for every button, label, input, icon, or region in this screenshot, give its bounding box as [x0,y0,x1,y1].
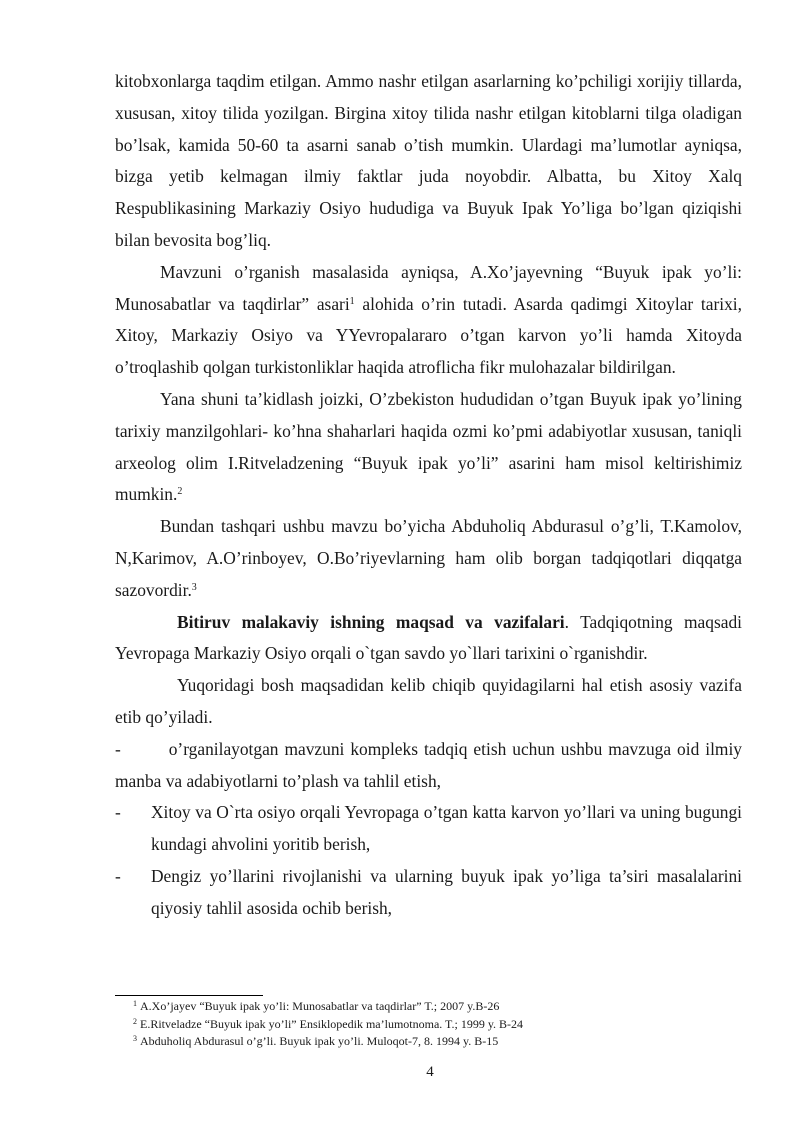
footnote-text: E.Ritveladze “Buyuk ipak yo’li” Ensiklopedik ma’lumotnoma. T.; 1999 y. B-24 [140,1016,524,1031]
section-heading-bold: Bitiruv malakaviy ishning maqsad va vazifalari [177,611,565,632]
footnote-ref-3: 3 [191,581,197,593]
footnote-number: 2 [133,1016,137,1026]
paragraph-5 [115,607,742,671]
footnote-separator [115,995,263,996]
paragraph-2-text-b: alohida o’rin tutadi. Asarda qadimgi Xitoylar tarixi, Xitoy, Markaziy Osiyo va YYevropalararo o’tgan karvon yo’li hamda Xitoyda o’troqlashib qolgan turkistonliklar haqida atroflicha fikr mulohazalar bildirilgan. [115,293,742,378]
paragraph-3-text: Yana shuni ta’kidlash joizki, O’zbekiston hududidan o’tgan Buyuk ipak yo’lining tarixiy manzilgohlari- ko’hna shaharlari haqida ozmi ko’pmi adabiyotlar xususan, taniqli arxeolog olim I.Ritveladzening “Buyuk ipak yo’li” asarini ham misol keltirishimiz mumkin. [115,388,742,505]
paragraph-6: Yuqoridagi bosh maqsadidan kelib chiqib quyidagilarni hal etish asosiy vazifa etib qo’yiladi. [115,675,742,727]
footnote-number: 1 [133,999,137,1008]
paragraph-4 [115,511,742,606]
document-body [115,66,747,925]
list-dash: - [115,802,121,823]
footnote-1 [133,998,733,1016]
paragraph-2 [115,257,742,384]
page-number: 4 [426,1064,434,1080]
footnote-text: Abduholiq Abdurasul o’g’li. Buyuk ipak yo’li. Muloqot-7, 8. 1994 y. B-15 [140,1034,499,1048]
list-item-2 [115,797,742,861]
list-dash: - [115,865,121,886]
paragraph-5-text: . Tadqiqotning maqsadi Yevropaga Markaziy Osiyo orqali o`tgan savdo yo`llari tarixini o`rganishdir. [115,611,742,664]
footnotes [133,998,733,1051]
paragraph-3 [115,384,742,511]
footnote-3 [133,1033,733,1051]
footnote-number: 3 [133,1034,137,1043]
footnote-ref-2: 2 [177,486,183,498]
paragraph-4-text: Bundan tashqari ushbu mavzu bo’yicha Abduholiq Abdurasul o’g’li, T.Kamolov, N,Karimov, A.O’rinboyev, O.Bo’riyevlarning ham olib borgan tadqiqotlari diqqatga sazovordir. [115,516,742,600]
footnote-text: A.Xo’jayev “Buyuk ipak yo’li: Munosabatlar va taqdirlar” T.; 2007 y.B-26 [140,999,500,1013]
paragraph-2-text-a: Mavzuni o’rganish masalasida ayniqsa, A.Xo’jayevning “Buyuk ipak yo’li: Munosabatlar va taqdirlar” asari [115,261,742,314]
list-item-3 [115,861,742,925]
footnote-2 [133,1016,733,1034]
list-item-1: - o’rganilayotgan mavzuni kompleks tadqiq etish uchun ushbu mavzuga oid ilmiy manba va adabiyotlarni to’plash va tahlil etish, [115,738,747,791]
list-item-3-text: Dengiz yo’llarini rivojlanishi va ularning buyuk ipak yo’liga ta’siri masalalarini qiyosiy tahlil asosida ochib berish, [151,865,742,918]
list-item-2-text: Xitoy va O`rta osiyo orqali Yevropaga o’tgan katta karvon yo’llari va uning bugungi kundagi ahvolini yoritib berish, [151,802,742,855]
paragraph-1: kitobxonlarga taqdim etilgan. Ammo nashr etilgan asarlarning ko’pchiligi xorijiy tillarda, xususan, xitoy tilida yozilgan. Birgina xitoy tilida nashr etilgan kitoblarni tilga oladigan bo’lsak, kamida 50-60 ta asarni sanab o’tish mumkin. Ulardagi ma’lumotlar ayniqsa, bizga yetib kelmagan ilmiy faktlar juda noyobdir. Albatta, bu Xitoy Xalq Respublikasining Markaziy Osiyo hududiga va Buyuk Ipak Yo’liga bo’lgan qiziqishi bilan bevosita bog’liq. [115,71,742,250]
footnote-ref-1: 1 [349,295,355,307]
